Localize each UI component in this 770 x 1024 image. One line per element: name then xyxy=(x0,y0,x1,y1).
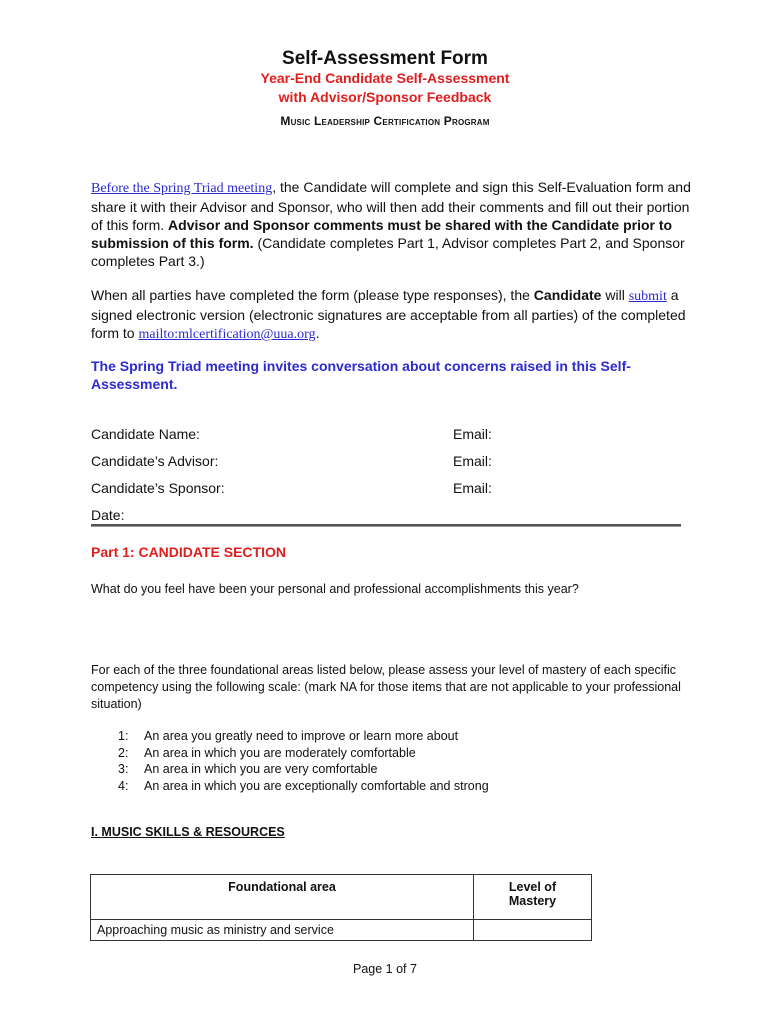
program-name: Music Leadership Certification Program xyxy=(280,114,490,128)
spring-triad-link[interactable]: Before the Spring Triad meeting xyxy=(91,181,273,196)
comments-requirement: Advisor and Sponsor comments must be shared with the Candidate prior to submission of this form. xyxy=(91,217,673,251)
mastery-scale xyxy=(118,728,489,794)
accomplishments-question: What do you feel have been your personal and professional accomplishments this year? xyxy=(91,582,579,596)
advisor-email-label: Email: xyxy=(453,453,492,469)
page-number: Page 1 of 7 xyxy=(353,962,417,976)
submission-paragraph: When all parties have completed the form (please type responses), the Candidate will submit a signed electronic version (electronic signatures are acceptable from all parties) of the completed form to mailto:mlcertification@uua.org. xyxy=(91,287,686,342)
competency-table xyxy=(90,874,592,941)
advisor-label: Candidate’s Advisor: xyxy=(91,453,219,469)
email-link[interactable]: mailto:mlcertification@uua.org xyxy=(138,327,316,342)
scale-item: 1: An area you greatly need to improve or learn more about xyxy=(118,729,459,743)
triad-note: The Spring Triad meeting invites conversation about concerns raised in this Self-Assessment. xyxy=(91,358,631,392)
date-label: Date: xyxy=(91,507,125,523)
candidate-name-label: Candidate Name: xyxy=(91,426,200,442)
table-row xyxy=(91,920,592,941)
form-subtitle-line1: Year-End Candidate Self-Assessment xyxy=(260,70,510,86)
mastery-input-cell[interactable] xyxy=(474,920,592,941)
scale-item: 2: An area in which you are moderately comfortable xyxy=(118,745,416,760)
scale-item: 3: An area in which you are very comfortable xyxy=(118,762,378,776)
candidate-email-label: Email: xyxy=(453,426,492,442)
section-divider xyxy=(91,524,681,527)
sponsor-label: Candidate’s Sponsor: xyxy=(91,480,225,496)
scale-item: 4: An area in which you are exceptionally comfortable and strong xyxy=(118,778,489,793)
table-header-row xyxy=(91,875,592,920)
assessment-instructions: For each of the three foundational areas listed below, please assess your level of mastery of each specific competency using the following scale: (mark NA for those items that are not applicable to your professional situation) xyxy=(91,663,681,711)
music-skills-heading: I. MUSIC SKILLS & RESOURCES xyxy=(91,825,285,839)
form-title: Self-Assessment Form xyxy=(282,48,488,69)
form-subtitle-line2: with Advisor/Sponsor Feedback xyxy=(278,89,492,105)
area-cell: Approaching music as ministry and service xyxy=(91,920,474,941)
sponsor-email-label: Email: xyxy=(453,480,492,496)
level-of-mastery-header: Level of Mastery xyxy=(474,875,592,920)
foundational-area-header: Foundational area xyxy=(91,875,474,920)
intro-paragraph: Before the Spring Triad meeting, the Candidate will complete and sign this Self-Evaluation form and share it with their Advisor and Sponsor, who will then add their comments and fill out their portion of this form. Advisor and Sponsor comments must be shared with the Candidate prior to submission of this form. (Candidate completes Part 1, Advisor completes Part 2, and Sponsor completes Part 3.) xyxy=(91,179,691,269)
part1-heading: Part 1: CANDIDATE SECTION xyxy=(91,544,286,560)
submit-link[interactable]: submit xyxy=(628,289,667,304)
